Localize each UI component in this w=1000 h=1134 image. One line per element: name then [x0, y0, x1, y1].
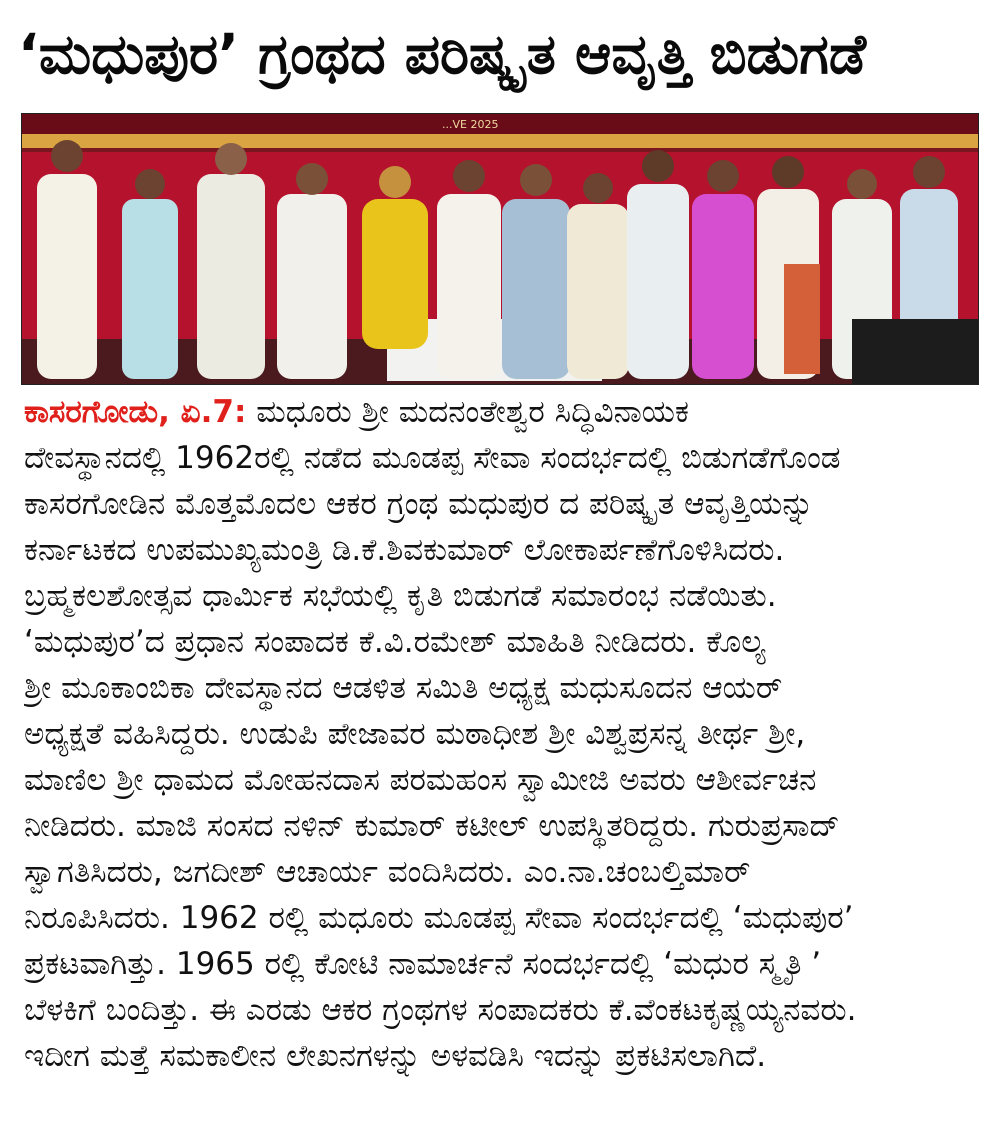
article-line: ಶ್ರೀ ಮೂಕಾಂಬಿಕಾ ದೇವಸ್ಥಾನದ ಆಡಳಿತ ಸಮಿತಿ ಅಧ್ಯಕ್ಷ ಮಧುಸೂದನ ಆಯರ್: [24, 670, 783, 706]
event-stage-illustration: [22, 114, 978, 384]
article-line: ಕಾಸರಗೋಡಿನ ಮೊತ್ತಮೊದಲ ಆಕರ ಗ್ರಂಥ ಮಧುಪುರ ದ ಪರಿಷ್ಕೃತ ಆವೃತ್ತಿಯನ್ನು: [24, 486, 814, 522]
banner-text: ...VE 2025: [442, 118, 499, 131]
article-line-text: ಮಧೂರು ಶ್ರೀ ಮದನಂತೇಶ್ವರ ಸಿದ್ಧಿವಿನಾಯಕ: [246, 394, 689, 430]
article-line: ಪ್ರಕಟವಾಗಿತ್ತು. 1965 ರಲ್ಲಿ ಕೋಟಿ ನಾಮಾರ್ಚನೆ ಸಂದರ್ಭದಲ್ಲಿ ‘ಮಧುರ ಸ್ಮೃತಿ ’: [24, 946, 822, 982]
article-line: ಕರ್ನಾಟಕದ ಉಪಮುಖ್ಯಮಂತ್ರಿ ಡಿ.ಕೆ.ಶಿವಕುಮಾರ್ ಲೋಕಾರ್ಪಣೆಗೊಳಿಸಿದರು.: [24, 532, 785, 568]
stage-canopy: [22, 134, 978, 148]
article-line: ದೇವಸ್ಥಾನದಲ್ಲಿ 1962ರಲ್ಲಿ ನಡೆದ ಮೂಡಪ್ಪ ಸೇವಾ ಸಂದರ್ಭದಲ್ಲಿ ಬಿಡುಗಡೆಗೊಂಡ: [24, 440, 841, 476]
article-line: ಬೆಳಕಿಗೆ ಬಂದಿತ್ತು. ಈ ಎರಡು ಆಕರ ಗ್ರಂಥಗಳ ಸಂಪಾದಕರು ಕೆ.ವೆಂಕಟಕೃಷ್ಣಯ್ಯನವರು.: [24, 992, 857, 1028]
article-body: [24, 389, 979, 1079]
article-line: ನಿರೂಪಿಸಿದರು. 1962 ರಲ್ಲಿ ಮಧೂರು ಮೂಡಪ್ಪ ಸೇವಾ ಸಂದರ್ಭದಲ್ಲಿ ‘ಮಧುಪುರ’: [24, 900, 854, 936]
headline: ‘ಮಧುಪುರ’ ಗ್ರಂಥದ ಪರಿಷ್ಕೃತ ಆವೃತ್ತಿ ಬಿಡುಗಡೆ: [18, 22, 867, 86]
article-line: ‘ಮಧುಪುರ’ದ ಪ್ರಧಾನ ಸಂಪಾದಕ ಕೆ.ವಿ.ರಮೇಶ್ ಮಾಹಿತಿ ನೀಡಿದರು. ಕೊಲ್ಯ: [24, 624, 766, 660]
article-line: [24, 389, 979, 435]
article-line: ಅಧ್ಯಕ್ಷತೆ ವಹಿಸಿದ್ದರು. ಉಡುಪಿ ಪೇಜಾವರ ಮಠಾಧೀಶ ಶ್ರೀ ವಿಶ್ವಪ್ರಸನ್ನ ತೀರ್ಥ ಶ್ರೀ,: [24, 716, 806, 752]
speaker-box: [852, 319, 978, 384]
article-line: ಇದೀಗ ಮತ್ತೆ ಸಮಕಾಲೀನ ಲೇಖನಗಳನ್ನು ಅಳವಡಿಸಿ ಇದನ್ನು ಪ್ರಕಟಿಸಲಾಗಿದೆ.: [24, 1038, 767, 1074]
article-line: ಸ್ವಾಗತಿಸಿದರು, ಜಗದೀಶ್ ಆಚಾರ್ಯ ವಂದಿಸಿದರು. ಎಂ.ನಾ.ಚಂಬಲ್ತಿಮಾರ್: [24, 854, 751, 890]
article-line: ನೀಡಿದರು. ಮಾಜಿ ಸಂಸದ ನಳಿನ್ ಕುಮಾರ್ ಕಟೀಲ್ ಉಪಸ್ಥಿತರಿದ್ದರು. ಗುರುಪ್ರಸಾದ್: [24, 808, 840, 844]
article-line: ಬ್ರಹ್ಮಕಲಶೋತ್ಸವ ಧಾರ್ಮಿಕ ಸಭೆಯಲ್ಲಿ ಕೃತಿ ಬಿಡುಗಡೆ ಸಮಾರಂಭ ನಡೆಯಿತು.: [24, 578, 777, 614]
news-photo: [21, 113, 979, 385]
article-line: ಮಾಣಿಲ ಶ್ರೀ ಧಾಮದ ಮೋಹನದಾಸ ಪರಮಹಂಸ ಸ್ವಾಮೀಜಿ ಅವರು ಆಶೀರ್ವಚನ: [24, 762, 817, 798]
dateline: ಕಾಸರಗೋಡು, ಏ.7:: [24, 394, 247, 430]
